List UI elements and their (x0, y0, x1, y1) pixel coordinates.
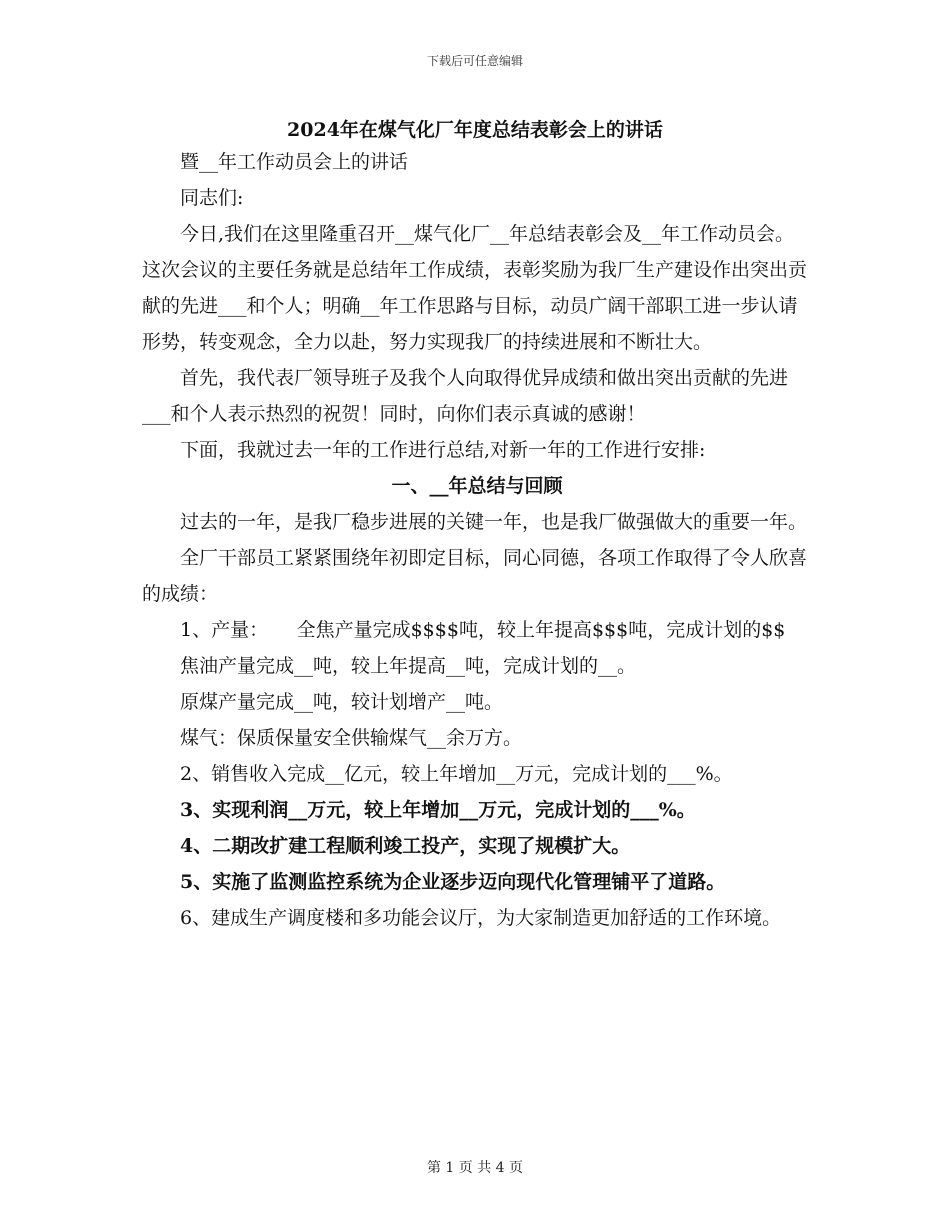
document-body (142, 144, 812, 936)
list-item-profit: 3、实现利润__万元，较上年增加__万元，完成计划的___%。 (180, 799, 696, 821)
list-item-expansion: 4、二期改扩建工程顺利竣工投产，实现了规模扩大。 (180, 835, 631, 857)
list-item-coal: 原煤产量完成__吨，较计划增产__吨。 (180, 691, 504, 713)
achievement-paragraph: 全厂干部员工紧紧围绕年初即定目标，同心同德，各项工作取得了令人欣喜的成绩： (142, 547, 808, 605)
section-heading: 一、__年总结与回顾 (391, 475, 563, 497)
review-paragraph: 过去的一年，是我厂稳步进展的关键一年，也是我厂做强做大的重要一年。 (180, 511, 808, 533)
page-number: 第 1 页 共 4 页 (426, 1160, 524, 1176)
subtitle-paragraph: 暨__年工作动员会上的讲话 (180, 151, 409, 173)
congratulation-paragraph: 首先，我代表厂领导班子及我个人向取得优异成绩和做出突出贡献的先进___和个人表示热烈的祝贺！同时，向你们表示真诚的感谢！ (142, 367, 789, 425)
salutation: 同志们: (180, 187, 244, 209)
list-item-building: 6、建成生产调度楼和多功能会议厅，为大家制造更加舒适的工作环境。 (180, 907, 782, 929)
list-item-production: 1、产量： 全焦产量完成$$$$吨，较上年提高$$$吨，完成计划的$$ (180, 619, 786, 641)
list-item-gas: 煤气：保质保量安全供输煤气__余万方。 (180, 727, 523, 749)
list-item-tar: 焦油产量完成__吨，较上年提高__吨，完成计划的__。 (180, 655, 637, 677)
list-item-sales: 2、销售收入完成__亿元，较上年增加__万元，完成计划的___%。 (180, 763, 733, 785)
intro-paragraph: 今日,我们在这里隆重召开__煤气化厂__年总结表彰会及__年工作动员会。这次会议的主要任务就是总结年工作成绩，表彰奖励为我厂生产建设作出突出贡献的先进___和个人；明确__年工作思路与目标，动员广阔干部职工进一步认请形势，转变观念，全力以赴，努力实现我厂的持续进展和不断壮大。 (142, 223, 808, 353)
header-note: 下载后可任意编辑 (426, 54, 523, 68)
list-item-monitoring: 5、实施了监测监控系统为企业逐步迈向现代化管理铺平了道路。 (180, 871, 726, 893)
document-title: 2024年在煤气化厂年度总结表彰会上的讲话 (287, 119, 663, 141)
transition-paragraph: 下面，我就过去一年的工作进行总结,对新一年的工作进行安排: (180, 439, 706, 461)
